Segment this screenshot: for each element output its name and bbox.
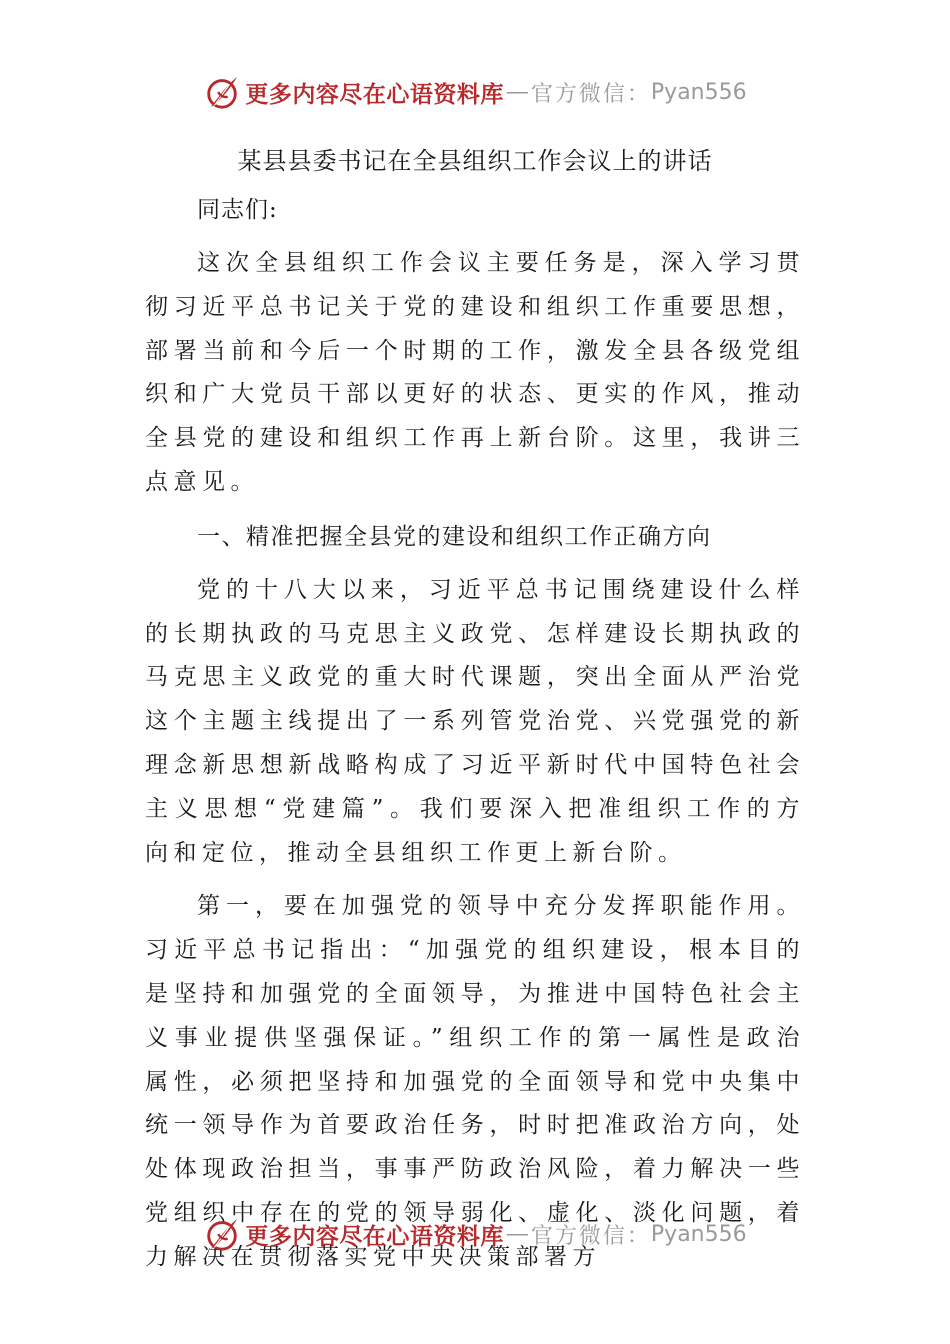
watermark-text: 更多内容尽在心语资料库 — [245, 80, 504, 108]
watermark-banner-top — [0, 70, 950, 114]
watermark-separator: — — [505, 1221, 529, 1247]
watermark-separator: — — [505, 79, 529, 105]
watermark-text: 更多内容尽在心语资料库 — [245, 1222, 504, 1250]
wechat-id: Pyan556 — [650, 79, 747, 105]
paragraph-point-1: 第一，要在加强党的领导中充分发挥职能作用。习近平总书记指出：“加强党的组织建设，根本目的是坚持和加强党的全面领导，为推进中国特色社会主义事业提供坚强保证。”组织工作的第一属性是政治属性，必须把坚持和加强党的全面领导和党中央集中统一领导作为首要政治任务，时时把准政治方向，处处体现政治担当，事事严防政治风险，着力解决一些党组织中存在的党的领导弱化、虚化、淡化问题，着力解决在贯彻落实党中央决策部署方 — [145, 893, 805, 1270]
paragraph-section-1-intro: 党的十八大以来，习近平总书记围绕建设什么样的长期执政的马克思主义政党、怎样建设长期执政的马克思主义政党的重大时代课题，突出全面从严治党这个主题主线提出了一系列管党治党、兴党强党的新理念新思想新战略构成了习近平新时代中国特色社会主义思想“党建篇”。我们要深入把准组织工作的方向和定位，推动全县组织工作更上新台阶。 — [145, 576, 805, 866]
document-title: 某县县委书记在全县组织工作会议上的讲话 — [237, 147, 713, 175]
watermark-banner-bottom — [0, 1212, 950, 1256]
paragraph-intro: 这次全县组织工作会议主要任务是，深入学习贯彻习近平总书记关于党的建设和组织工作重要思想，部署当前和今后一个时期的工作，激发全县各级党组织和广大党员干部以更好的状态、更实的作风，推动全县党的建设和组织工作再上新台阶。这里，我讲三点意见。 — [145, 250, 805, 495]
section-heading-1: 一、精准把握全县党的建设和组织工作正确方向 — [197, 523, 712, 550]
wechat-label: 官方微信： — [530, 81, 651, 107]
wechat-label: 官方微信： — [530, 1223, 651, 1249]
salutation: 同志们: — [197, 197, 278, 223]
quill-pen-logo-icon — [203, 1215, 241, 1253]
quill-pen-logo-icon — [203, 73, 241, 111]
document-body — [145, 138, 805, 1290]
wechat-id: Pyan556 — [650, 1221, 747, 1247]
